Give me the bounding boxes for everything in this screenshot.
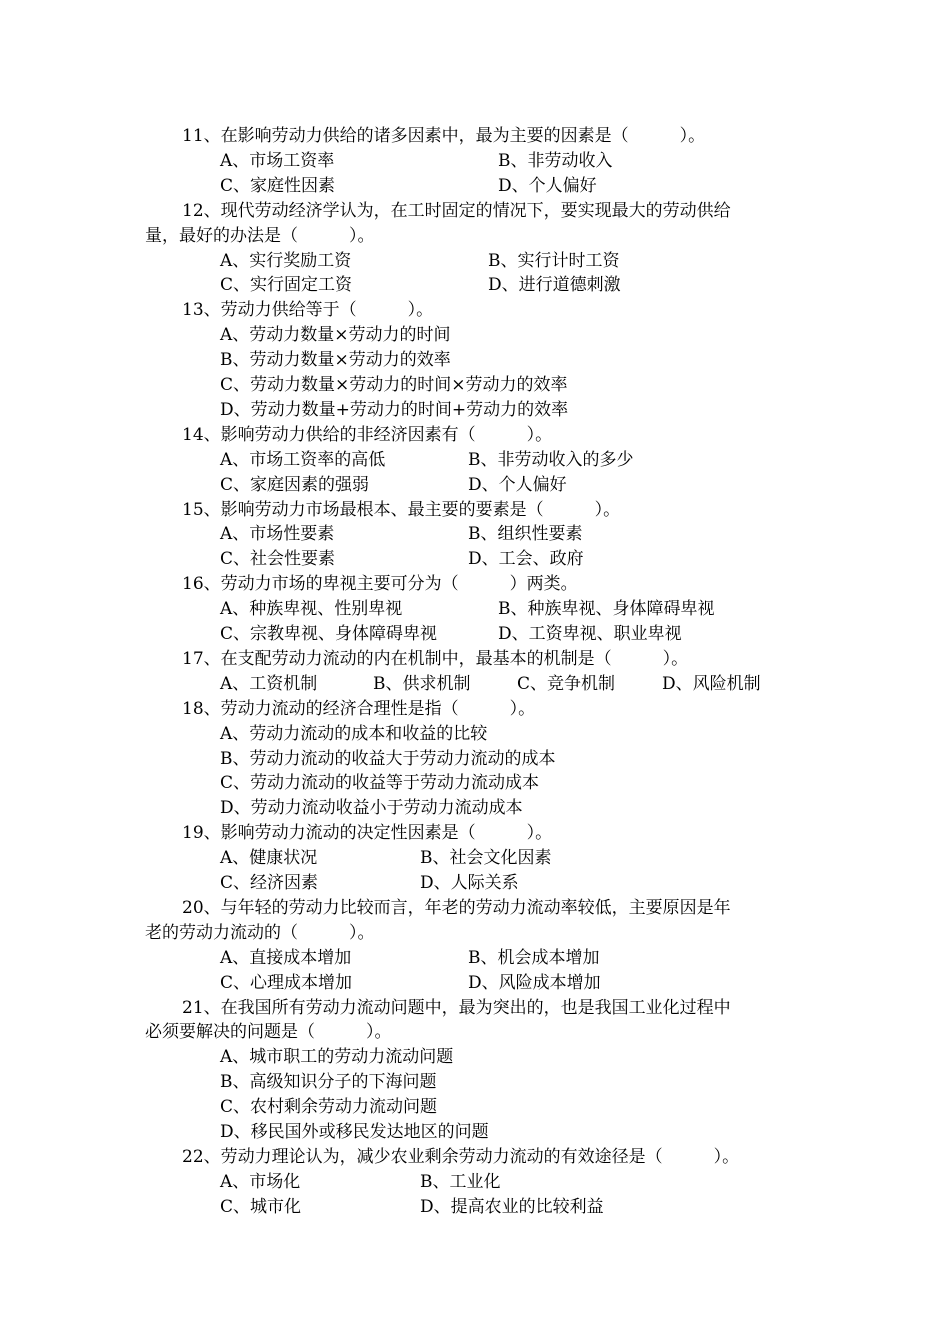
answer-option: A、城市职工的劳动力流动问题	[220, 1047, 454, 1067]
question-stem: 19、影响劳动力流动的决定性因素是（ ）。	[182, 823, 553, 843]
answer-option: A、市场工资率	[220, 151, 335, 171]
answer-option: C、实行固定工资	[220, 275, 353, 295]
answer-option: D、风险机制	[662, 674, 761, 694]
answer-option: D、劳动力流动收益小于劳动力流动成本	[220, 798, 523, 818]
answer-option: C、农村剩余劳动力流动问题	[220, 1097, 438, 1117]
answer-option: B、供求机制	[373, 674, 471, 694]
answer-option: D、工资卑视、职业卑视	[498, 624, 682, 644]
answer-option: A、健康状况	[220, 848, 318, 868]
answer-option: A、种族卑视、性别卑视	[220, 599, 403, 619]
question-stem: 13、劳动力供给等于（ ）。	[182, 300, 434, 320]
question-stem: 16、劳动力市场的卑视主要可分为（ ）两类。	[182, 574, 578, 594]
question-stem: 21、在我国所有劳动力流动问题中，最为突出的，也是我国工业化过程中	[182, 998, 731, 1018]
answer-option: D、工会、政府	[468, 549, 584, 569]
answer-option: C、宗教卑视、身体障碍卑视	[220, 624, 438, 644]
question-stem: 17、在支配劳动力流动的内在机制中，最基本的机制是（ ）。	[182, 649, 689, 669]
answer-option: D、个人偏好	[498, 176, 597, 196]
question-stem: 14、影响劳动力供给的非经济因素有（ ）。	[182, 425, 553, 445]
answer-option: B、实行计时工资	[488, 251, 620, 271]
answer-option: D、风险成本增加	[468, 973, 601, 993]
answer-option: C、经济因素	[220, 873, 319, 893]
answer-option: B、机会成本增加	[468, 948, 600, 968]
answer-option: B、种族卑视、身体障碍卑视	[498, 599, 715, 619]
question-stem-continued: 量，最好的办法是（ ）。	[145, 226, 375, 246]
answer-option: A、劳动力流动的成本和收益的比较	[220, 724, 488, 744]
answer-option: B、社会文化因素	[420, 848, 552, 868]
answer-option: A、实行奖励工资	[220, 251, 352, 271]
answer-option: B、非劳动收入	[498, 151, 613, 171]
answer-option: A、直接成本增加	[220, 948, 352, 968]
answer-option: C、心理成本增加	[220, 973, 353, 993]
question-stem-continued: 必须要解决的问题是（ ）。	[145, 1022, 392, 1042]
answer-option: B、非劳动收入的多少	[468, 450, 634, 470]
answer-option: D、劳动力数量+劳动力的时间+劳动力的效率	[220, 400, 569, 420]
answer-option: A、劳动力数量×劳动力的时间	[220, 325, 451, 345]
question-stem: 18、劳动力流动的经济合理性是指（ ）。	[182, 699, 536, 719]
answer-option: B、工业化	[420, 1172, 501, 1192]
answer-option: C、社会性要素	[220, 549, 336, 569]
question-stem: 15、影响劳动力市场最根本、最主要的要素是（ ）。	[182, 500, 621, 520]
answer-option: B、劳动力数量×劳动力的效率	[220, 350, 451, 370]
answer-option: C、劳动力流动的收益等于劳动力流动成本	[220, 773, 540, 793]
answer-option: D、人际关系	[420, 873, 519, 893]
answer-option: C、家庭性因素	[220, 176, 336, 196]
question-stem: 11、在影响劳动力供给的诸多因素中，最为主要的因素是（ ）。	[182, 126, 706, 146]
question-stem: 22、劳动力理论认为，减少农业剩余劳动力流动的有效途径是（ ）。	[182, 1147, 740, 1167]
answer-option: C、城市化	[220, 1197, 302, 1217]
answer-option: C、竞争机制	[517, 674, 616, 694]
answer-option: D、移民国外或移民发达地区的问题	[220, 1122, 489, 1142]
question-stem-continued: 老的劳动力流动的（ ）。	[145, 923, 375, 943]
answer-option: D、提高农业的比较利益	[420, 1197, 604, 1217]
answer-option: D、进行道德刺激	[488, 275, 621, 295]
answer-option: A、市场化	[220, 1172, 301, 1192]
question-stem: 20、与年轻的劳动力比较而言，年老的劳动力流动率较低，主要原因是年	[182, 898, 731, 918]
answer-option: B、劳动力流动的收益大于劳动力流动的成本	[220, 749, 556, 769]
answer-option: B、高级知识分子的下海问题	[220, 1072, 437, 1092]
answer-option: C、家庭因素的强弱	[220, 475, 370, 495]
answer-option: A、市场性要素	[220, 524, 335, 544]
answer-option: B、组织性要素	[468, 524, 583, 544]
answer-option: A、工资机制	[220, 674, 318, 694]
answer-option: D、个人偏好	[468, 475, 567, 495]
question-stem: 12、现代劳动经济学认为，在工时固定的情况下，要实现最大的劳动供给	[182, 201, 731, 221]
answer-option: C、劳动力数量×劳动力的时间×劳动力的效率	[220, 375, 568, 395]
answer-option: A、市场工资率的高低	[220, 450, 386, 470]
